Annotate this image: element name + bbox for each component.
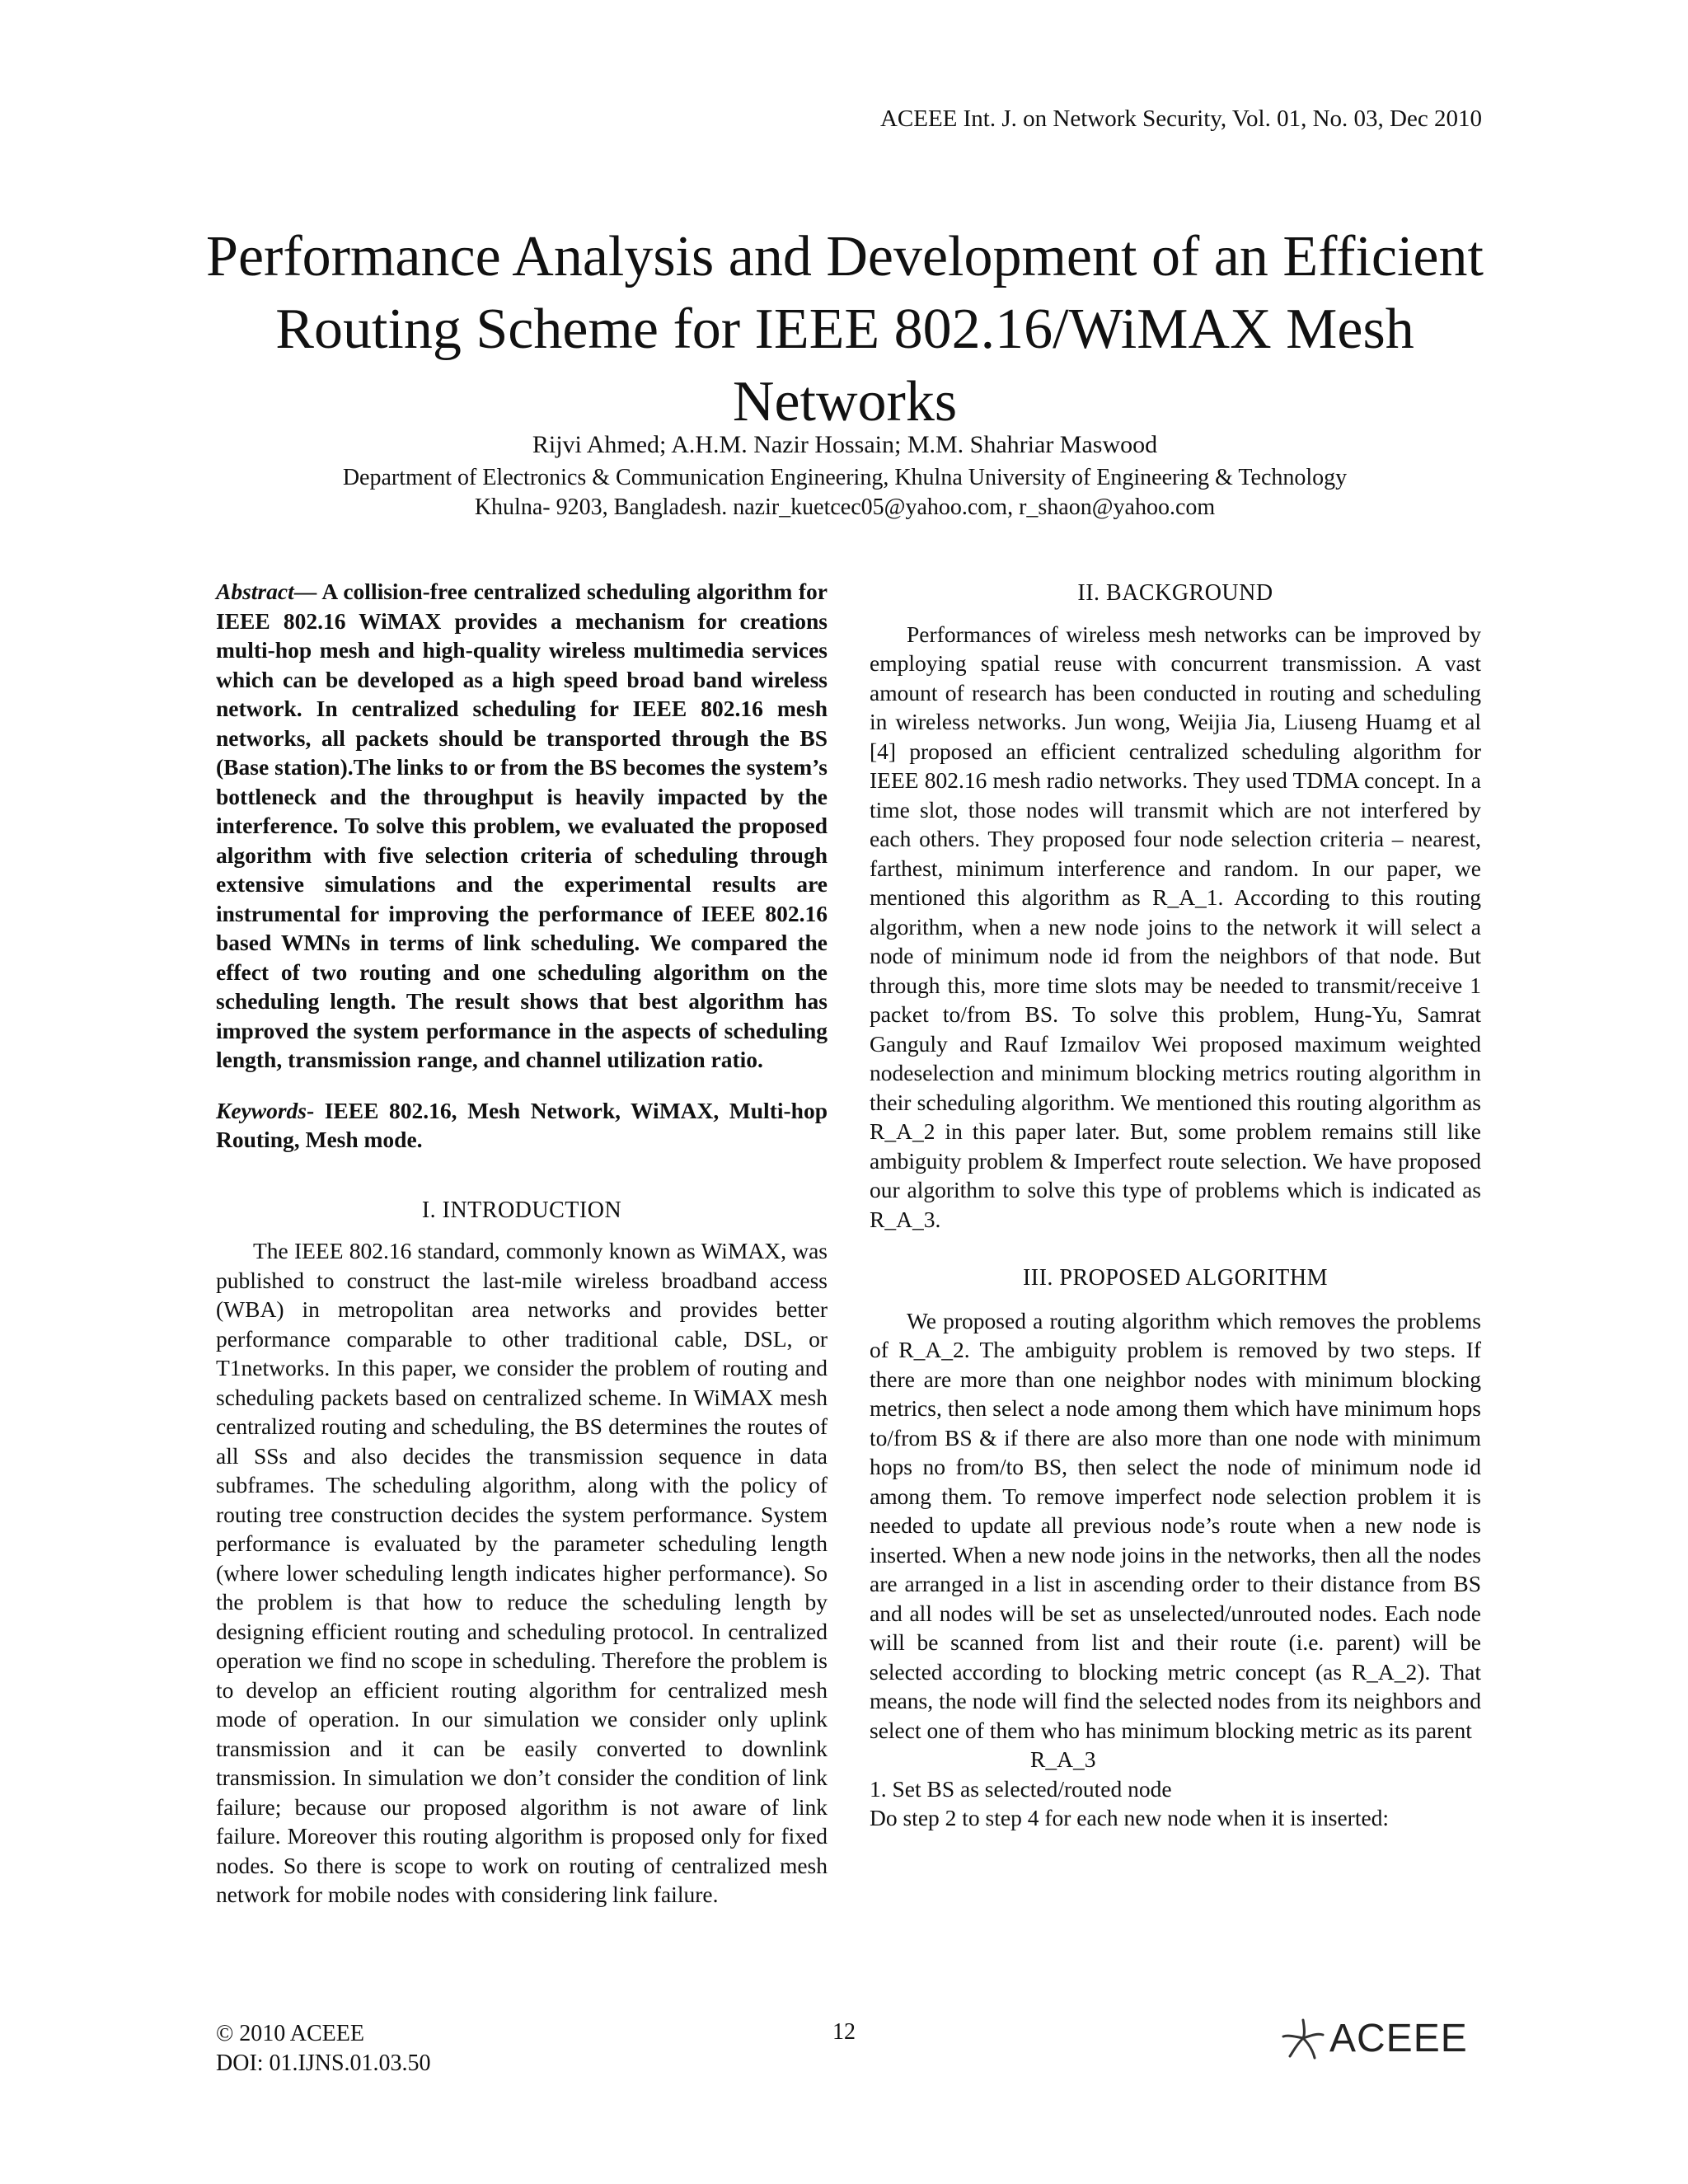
background-paragraph: Performances of wireless mesh networks can be improved by employing spatial reuse with concurrent transmission. A vast amount of research has been conducted in routing and scheduling in wireless networks. Jun wong, Weijia Jia, Liuseng Huamg et al [4] proposed an efficient centralized scheduling algorithm for IEEE 802.16 mesh radio networks. They used TDMA concept. In a time slot, those nodes will transmit which are not interfered by each others. They proposed four node selection criteria – nearest, farthest, minimum interference and random. In our paper, we mentioned this algorithm as R_A_1. According to this routing algorithm, when a new node joins to the network it will select a node of minimum node id from the neighbors of that node. But through this, more time slots may be needed to transmit/receive 1 packet to/from BS. To solve this problem, Hung-Yu, Samrat Ganguly and Rauf Izmailov Wei proposed maximum weighted nodeselection and minimum blocking metrics routing algorithm in their scheduling algorithm. We mentioned this routing algorithm as R_A_2 in this paper later. But, some problem remains still like ambiguity problem & Imperfect route selection. We have proposed our algorithm to solve this type of problems which is indicated as R_A_3. xyxy=(870,621,1481,1232)
abstract-label: Abstract xyxy=(216,579,294,604)
abstract-text: — A collision-free centralized scheduling algorithm for IEEE 802.16 WiMAX provides a mechanism for creations multi-hop mesh and high-quality wireless multimedia services which can be developed as a high speed broad band wireless network. In centralized scheduling for IEEE 802.16 mesh networks, all packets should be transported through the BS (Base station).The links to or from the BS becomes the system’s bottleneck and the throughput is heavily impacted by the interference. To solve this problem, we evaluated the proposed algorithm with five selection criteria of scheduling through extensive simulations and the experimental results are instrumental for improving the performance of IEEE 802.16 based WMNs in terms of link scheduling. We compared the effect of two routing and one scheduling algorithm on the scheduling length. The result shows that best algorithm has improved the system performance in the aspects of scheduling length, transmission range, and channel utilization ratio. xyxy=(216,579,828,1072)
aceee-star-icon xyxy=(1280,2015,1326,2061)
author-list: Rijvi Ahmed; A.H.M. Nazir Hossain; M.M. Shahriar Maswood xyxy=(532,431,1158,458)
left-column xyxy=(216,577,828,1910)
section-heading-background: II. BACKGROUND xyxy=(1077,580,1273,606)
algorithm-step-1: 1. Set BS as selected/routed node xyxy=(870,1775,1172,1802)
doi-text: DOI: 01.IJNS.01.03.50 xyxy=(216,2050,431,2076)
keywords xyxy=(216,1096,828,1155)
algorithm-step-note: Do step 2 to step 4 for each new node when it is inserted: xyxy=(870,1805,1390,1830)
keywords-label: Keywords xyxy=(216,1097,307,1123)
logo-text: ACEEE xyxy=(1329,2016,1468,2060)
section-heading-proposed-algorithm: III. PROPOSED ALGORITHM xyxy=(1022,1265,1329,1291)
introduction-paragraph: The IEEE 802.16 standard, commonly known as WiMAX, was published to construct the last-mile wireless broadband access (WBA) in metropolitan area networks and provides better performance comparable to other traditional cable, DSL, or T1networks. In this paper, we consider the problem of routing and scheduling packets based on centralized scheme. In WiMAX mesh centralized routing and scheduling, the BS determines the routes of all SSs and also decides the transmission sequence in data subframes. The scheduling algorithm, along with the policy of routing tree construction decides the system performance. System performance is evaluated by the parameter scheduling length (where lower scheduling length indicates higher performance). So the problem is that how to reduce the scheduling length by designing efficient routing and scheduling protocol. In centralized operation we find no scope in scheduling. Therefore the problem is to develop an efficient routing algorithm for centralized mesh mode of operation. In our simulation we consider only uplink transmission and it can be easily converted to downlink transmission. In simulation we don’t consider the condition of link failure; because our proposed algorithm is not aware of link failure. Moreover this routing algorithm is proposed only for fixed nodes. So there is scope to work on routing of centralized mesh network for mobile nodes with considering link failure. xyxy=(216,1238,828,1907)
copyright-text: © 2010 ACEEE xyxy=(216,2021,364,2046)
right-column xyxy=(870,577,1481,1833)
affiliation-line-1: Department of Electronics & Communication Engineering, Khulna University of Engineering & Technology xyxy=(342,465,1348,490)
page-number: 12 xyxy=(832,2019,856,2045)
proposed-paragraph: We proposed a routing algorithm which removes the problems of R_A_2. The ambiguity problem is removed by two steps. If there are more than one neighbor nodes with minimum blocking metrics, then select a node among them which have minimum hops to/from BS & if there are also more than one node with minimum hops no from/to BS, then select the node of minimum node id among them. To remove imperfect node selection problem it is needed to update all previous node’s route when a new node is inserted. When a new node joins in the networks, then all the nodes are arranged in a list in ascending order to their distance from BS and all nodes will be set as unselected/unrouted nodes. Each node will be scanned from list and their route (i.e. parent) will be selected according to blocking metric concept (as R_A_2). That means, the node will find the selected nodes from its neighbors and select one of them who has minimum blocking metric as its parent xyxy=(870,1307,1481,1743)
section-heading-introduction: I. INTRODUCTION xyxy=(421,1197,622,1223)
footer-left xyxy=(216,2019,431,2079)
algorithm-name: R_A_3 xyxy=(1030,1746,1096,1772)
keywords-text: - IEEE 802.16, Mesh Network, WiMAX, Multi-hop Routing, Mesh mode. xyxy=(216,1097,828,1152)
affiliation-line-2: Khulna- 9203, Bangladesh. nazir_kuetcec05@yahoo.com, r_shaon@yahoo.com xyxy=(474,494,1216,520)
publisher-logo xyxy=(1280,2015,1468,2061)
running-head: ACEEE Int. J. on Network Security, Vol. 01, No. 03, Dec 2010 xyxy=(879,105,1482,132)
paper-title: Performance Analysis and Development of an Efficient Routing Scheme for IEEE 802.16/WiMAX Mesh Networks xyxy=(206,225,1484,434)
abstract xyxy=(216,577,828,1075)
